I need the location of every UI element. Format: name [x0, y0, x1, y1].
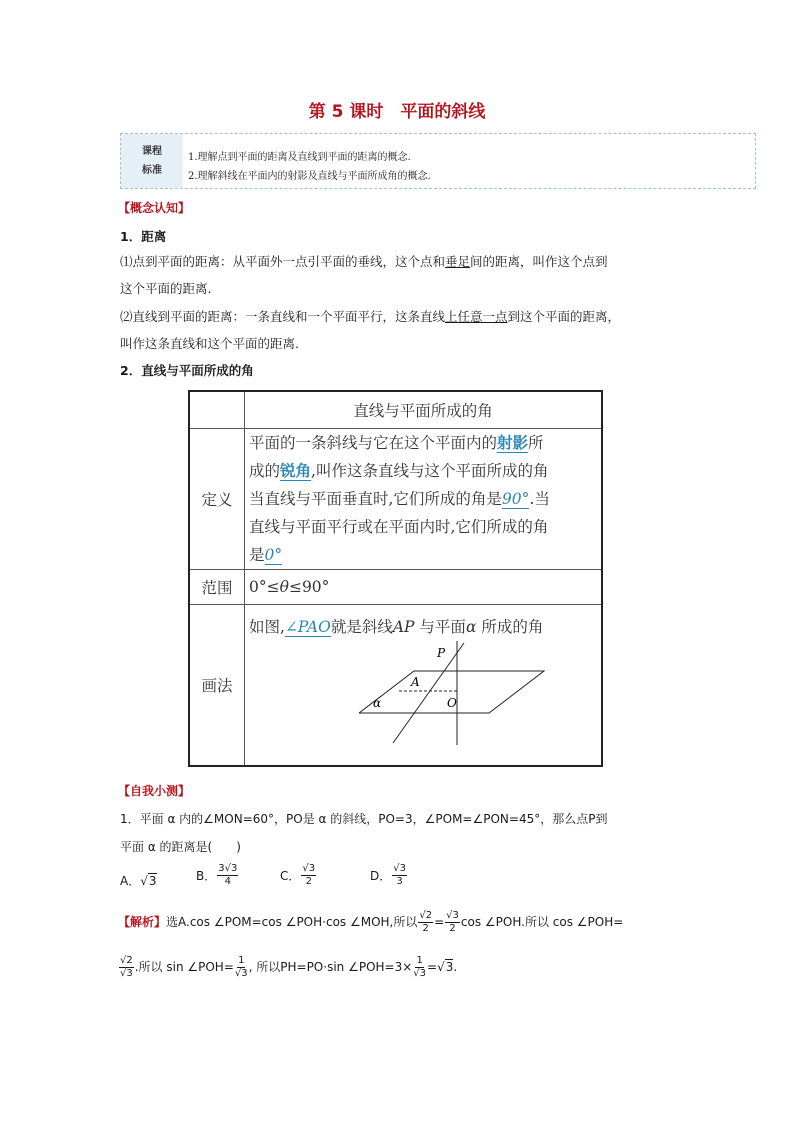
- range-label: 范围: [189, 570, 245, 605]
- standard-label-line2: 标准: [142, 165, 162, 176]
- definition-cell: 平面的一条斜线与它在这个平面内的射影所 成的锐角,叫作这条直线与这个平面所成的角 当直线与平面垂直时,它们所成的角是90°.当 直线与平面平行或在平面内时,它们所成的角 是0°: [245, 429, 603, 570]
- oblique-line-ap: [393, 643, 464, 743]
- range-cell: 0°≤θ≤90°: [245, 570, 603, 605]
- page-title: 第 5 课时 平面的斜线: [308, 102, 486, 122]
- answer-90: 90°: [501, 490, 530, 508]
- solution-line2: $\frac{√2}{√3}$ .所以 sin ∠POH= $\frac{1}{√3}$ , 所以PH=PO·sin ∠POH=3× $\frac{1}{√3}$ =√3.: [120, 955, 458, 979]
- section-header-selftest: 【自我小测】: [118, 784, 191, 798]
- standard-item-1: 1.理解点到平面的距离及直线到平面的距离的概念.: [188, 152, 411, 163]
- answer-foot: 垂足: [445, 254, 471, 269]
- answer-acute-angle: 锐角: [280, 462, 312, 480]
- table-header: 直线与平面所成的角: [245, 391, 603, 429]
- option-a: A．√3: [120, 874, 157, 888]
- question-1-line2: 平面 α 的距离是( ): [120, 840, 241, 854]
- standard-label-line1: 课程: [142, 146, 162, 157]
- answer-angle-pao: ∠PAO: [284, 618, 331, 636]
- label-p: P: [437, 646, 446, 660]
- item2-title: 2．直线与平面所成的角: [120, 363, 254, 378]
- solution-header: 【解析】: [118, 915, 167, 929]
- line-distance-paragraph: ⑵直线到平面的距离：一条直线和一个平面平行，这条直线上任意一点到这个平面的距离，: [120, 309, 621, 324]
- point-distance-paragraph: ⑴点到平面的距离：从平面外一点引平面的垂线，这个点和垂足间的距离，叫作这个点到: [120, 254, 608, 269]
- section-header-concept: 【概念认知】: [118, 201, 191, 215]
- point-distance-cont: 这个平面的距离.: [120, 281, 212, 296]
- drawing-cell: 如图,∠PAO就是斜线AP 与平面α 所成的角 P A O α: [245, 605, 603, 767]
- item1-title: 1．距离: [120, 229, 167, 244]
- label-o: O: [447, 696, 457, 710]
- option-c: C． $\frac{√3}{2}$: [280, 863, 316, 887]
- answer-any-point: 上任意一点: [445, 309, 508, 324]
- line-distance-cont: 叫作这条直线和这个平面的距离.: [120, 336, 299, 351]
- answer-projection: 射影: [497, 434, 529, 452]
- solution-line1: 【解析】选A.cos ∠POM=cos ∠POH·cos ∠MOH,所以 $\frac{√2}{2}$ = $\frac{√3}{2}$ cos ∠POH.所以 cos ∠POH=: [118, 910, 624, 934]
- definition-label: 定义: [189, 429, 245, 570]
- label-alpha: α: [373, 696, 382, 710]
- oblique-line-figure: [359, 639, 559, 749]
- label-a: A: [411, 675, 420, 689]
- concept-table: [188, 390, 603, 767]
- answer-0: 0°: [264, 546, 283, 564]
- standard-item-2: 2.理解斜线在平面内的射影及直线与平面所成角的概念.: [188, 171, 431, 182]
- course-standard-label: [121, 134, 183, 188]
- drawing-label: 画法: [189, 605, 245, 767]
- option-b: B． $\frac{3√3}{4}$: [196, 863, 238, 887]
- option-d: D． $\frac{√3}{3}$: [370, 863, 406, 887]
- question-1-line1: 1．平面 α 内的∠MON=60°，PO是 α 的斜线，PO=3，∠POM=∠PON=45°，那么点P到: [120, 812, 608, 826]
